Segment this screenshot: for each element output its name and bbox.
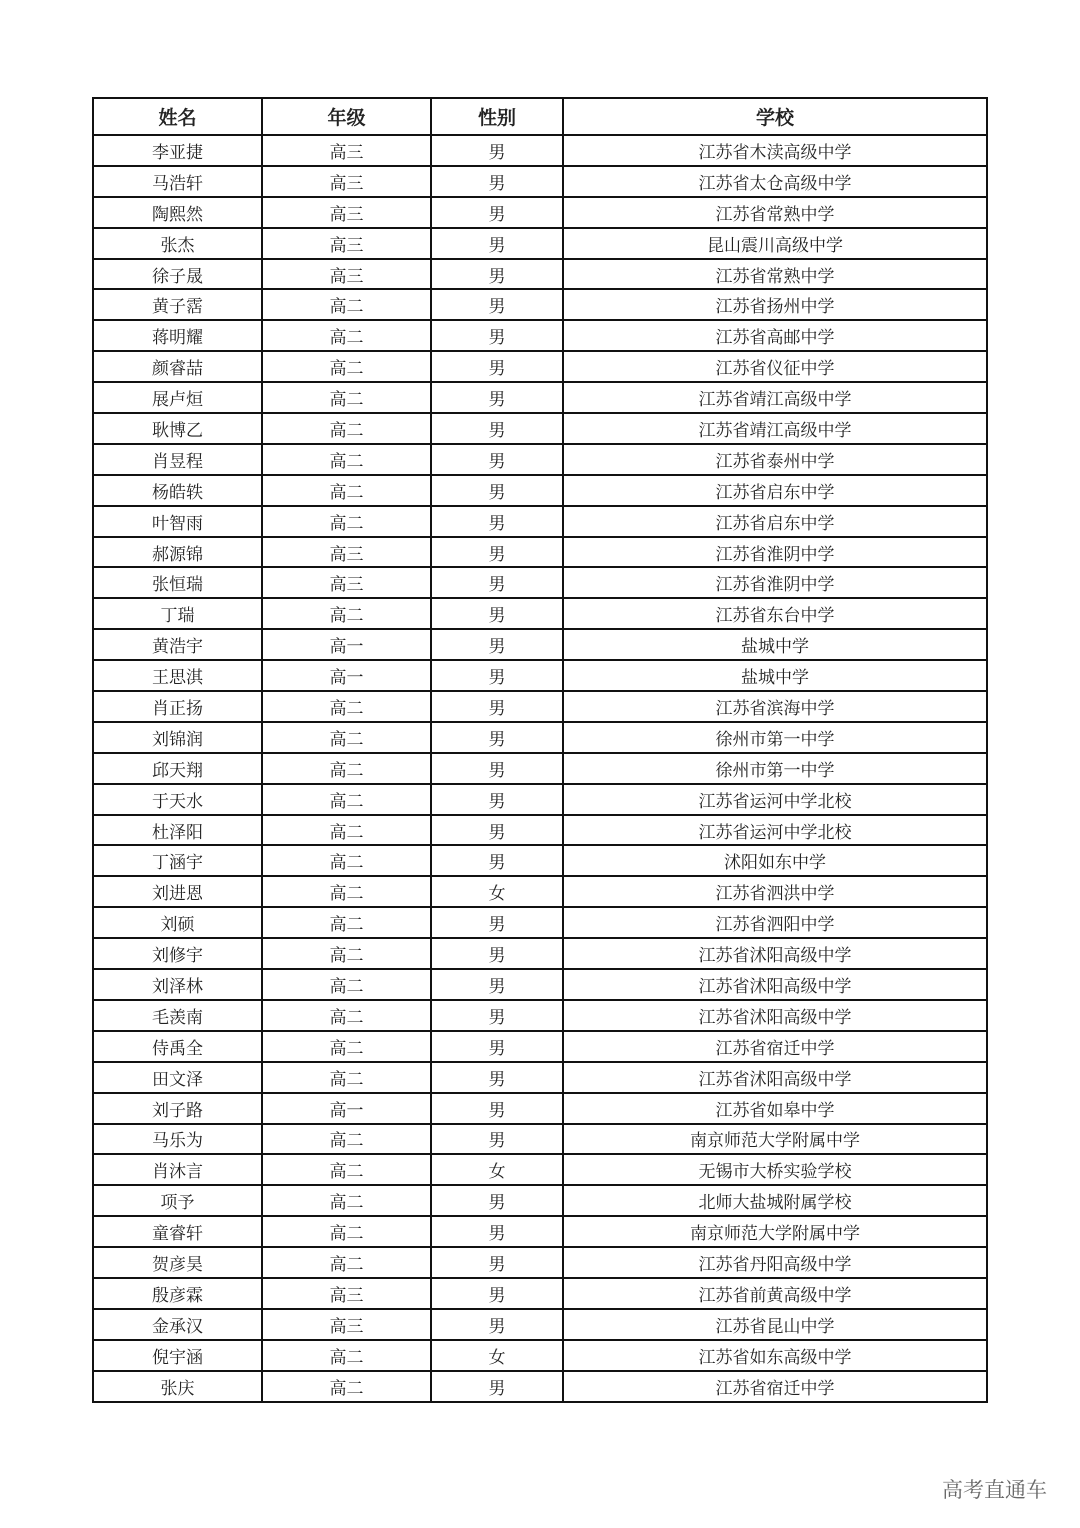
cell-gender: 男 xyxy=(431,135,563,166)
table-row xyxy=(93,567,987,598)
cell-name: 张杰 xyxy=(93,228,262,259)
cell-grade: 高三 xyxy=(262,537,431,568)
cell-name: 肖昱程 xyxy=(93,444,262,475)
table-row xyxy=(93,382,987,413)
cell-name: 侍禹全 xyxy=(93,1031,262,1062)
table-row xyxy=(93,784,987,815)
cell-school: 江苏省启东中学 xyxy=(563,506,987,537)
cell-grade: 高三 xyxy=(262,166,431,197)
cell-gender: 男 xyxy=(431,1031,563,1062)
cell-gender: 男 xyxy=(431,938,563,969)
cell-gender: 男 xyxy=(431,444,563,475)
table-row xyxy=(93,1185,987,1216)
cell-gender: 男 xyxy=(431,1185,563,1216)
cell-school: 江苏省泗阳中学 xyxy=(563,907,987,938)
table-row xyxy=(93,1031,987,1062)
cell-school: 江苏省东台中学 xyxy=(563,598,987,629)
cell-gender: 男 xyxy=(431,598,563,629)
cell-grade: 高二 xyxy=(262,876,431,907)
cell-name: 叶智雨 xyxy=(93,506,262,537)
cell-name: 邱天翔 xyxy=(93,753,262,784)
student-list-table xyxy=(92,97,988,1403)
cell-grade: 高二 xyxy=(262,1216,431,1247)
table-row xyxy=(93,969,987,1000)
cell-school: 江苏省泰州中学 xyxy=(563,444,987,475)
cell-grade: 高三 xyxy=(262,259,431,290)
cell-gender: 男 xyxy=(431,197,563,228)
cell-school: 江苏省如皋中学 xyxy=(563,1093,987,1124)
table-row xyxy=(93,876,987,907)
table-row xyxy=(93,413,987,444)
cell-grade: 高二 xyxy=(262,1031,431,1062)
cell-name: 刘进恩 xyxy=(93,876,262,907)
table-row xyxy=(93,1309,987,1340)
cell-school: 江苏省淮阴中学 xyxy=(563,537,987,568)
table-row xyxy=(93,320,987,351)
cell-school: 徐州市第一中学 xyxy=(563,722,987,753)
cell-name: 项予 xyxy=(93,1185,262,1216)
cell-name: 张庆 xyxy=(93,1371,262,1402)
cell-grade: 高二 xyxy=(262,1185,431,1216)
header-gender: 性别 xyxy=(431,98,563,135)
cell-name: 肖正扬 xyxy=(93,691,262,722)
cell-gender: 男 xyxy=(431,228,563,259)
cell-name: 杜泽阳 xyxy=(93,815,262,846)
table-row xyxy=(93,1124,987,1155)
cell-school: 江苏省常熟中学 xyxy=(563,197,987,228)
cell-grade: 高二 xyxy=(262,1062,431,1093)
cell-gender: 女 xyxy=(431,1154,563,1185)
cell-name: 徐子晟 xyxy=(93,259,262,290)
cell-school: 江苏省宿迁中学 xyxy=(563,1031,987,1062)
header-name: 姓名 xyxy=(93,98,262,135)
table-row xyxy=(93,289,987,320)
cell-gender: 男 xyxy=(431,660,563,691)
cell-gender: 男 xyxy=(431,907,563,938)
cell-grade: 高三 xyxy=(262,197,431,228)
table-row xyxy=(93,1340,987,1371)
cell-school: 昆山震川高级中学 xyxy=(563,228,987,259)
watermark: 高考直通车 xyxy=(942,1478,1047,1502)
cell-school: 南京师范大学附属中学 xyxy=(563,1216,987,1247)
cell-gender: 男 xyxy=(431,784,563,815)
cell-name: 刘锦润 xyxy=(93,722,262,753)
cell-grade: 高三 xyxy=(262,1278,431,1309)
cell-school: 江苏省靖江高级中学 xyxy=(563,413,987,444)
cell-name: 展卢烜 xyxy=(93,382,262,413)
cell-school: 江苏省扬州中学 xyxy=(563,289,987,320)
cell-school: 江苏省太仓高级中学 xyxy=(563,166,987,197)
cell-name: 金承汉 xyxy=(93,1309,262,1340)
table-row xyxy=(93,907,987,938)
cell-gender: 男 xyxy=(431,567,563,598)
cell-gender: 男 xyxy=(431,413,563,444)
table-row xyxy=(93,1062,987,1093)
cell-grade: 高二 xyxy=(262,938,431,969)
cell-gender: 女 xyxy=(431,876,563,907)
cell-gender: 男 xyxy=(431,1000,563,1031)
table-row xyxy=(93,259,987,290)
cell-gender: 男 xyxy=(431,1093,563,1124)
cell-grade: 高二 xyxy=(262,1000,431,1031)
cell-gender: 男 xyxy=(431,1062,563,1093)
cell-gender: 男 xyxy=(431,259,563,290)
cell-school: 江苏省前黄高级中学 xyxy=(563,1278,987,1309)
cell-school: 盐城中学 xyxy=(563,660,987,691)
cell-grade: 高三 xyxy=(262,567,431,598)
cell-grade: 高二 xyxy=(262,1371,431,1402)
cell-grade: 高二 xyxy=(262,753,431,784)
table-row xyxy=(93,1093,987,1124)
cell-name: 陶熙然 xyxy=(93,197,262,228)
cell-gender: 男 xyxy=(431,475,563,506)
cell-school: 江苏省泗洪中学 xyxy=(563,876,987,907)
cell-gender: 男 xyxy=(431,1309,563,1340)
cell-grade: 高二 xyxy=(262,289,431,320)
cell-gender: 男 xyxy=(431,382,563,413)
cell-grade: 高二 xyxy=(262,969,431,1000)
cell-gender: 男 xyxy=(431,722,563,753)
cell-grade: 高二 xyxy=(262,475,431,506)
table-row xyxy=(93,135,987,166)
cell-gender: 男 xyxy=(431,1371,563,1402)
cell-name: 丁瑞 xyxy=(93,598,262,629)
cell-grade: 高二 xyxy=(262,351,431,382)
cell-school: 江苏省运河中学北校 xyxy=(563,784,987,815)
cell-name: 倪宇涵 xyxy=(93,1340,262,1371)
cell-name: 殷彦霖 xyxy=(93,1278,262,1309)
cell-school: 江苏省丹阳高级中学 xyxy=(563,1247,987,1278)
cell-school: 江苏省仪征中学 xyxy=(563,351,987,382)
cell-school: 北师大盐城附属学校 xyxy=(563,1185,987,1216)
cell-school: 无锡市大桥实验学校 xyxy=(563,1154,987,1185)
cell-grade: 高二 xyxy=(262,815,431,846)
table-row xyxy=(93,629,987,660)
cell-gender: 女 xyxy=(431,1340,563,1371)
cell-school: 江苏省高邮中学 xyxy=(563,320,987,351)
table-row xyxy=(93,1154,987,1185)
cell-school: 徐州市第一中学 xyxy=(563,753,987,784)
table-row xyxy=(93,1247,987,1278)
cell-name: 于天水 xyxy=(93,784,262,815)
cell-grade: 高二 xyxy=(262,1340,431,1371)
cell-name: 刘子路 xyxy=(93,1093,262,1124)
cell-gender: 男 xyxy=(431,351,563,382)
table-row xyxy=(93,1278,987,1309)
cell-grade: 高一 xyxy=(262,629,431,660)
cell-school: 盐城中学 xyxy=(563,629,987,660)
cell-school: 江苏省沭阳高级中学 xyxy=(563,969,987,1000)
cell-school: 江苏省启东中学 xyxy=(563,475,987,506)
cell-name: 马乐为 xyxy=(93,1124,262,1155)
cell-grade: 高三 xyxy=(262,135,431,166)
cell-school: 江苏省如东高级中学 xyxy=(563,1340,987,1371)
cell-name: 王思淇 xyxy=(93,660,262,691)
cell-gender: 男 xyxy=(431,1247,563,1278)
cell-grade: 高二 xyxy=(262,444,431,475)
cell-gender: 男 xyxy=(431,166,563,197)
cell-gender: 男 xyxy=(431,1216,563,1247)
cell-grade: 高二 xyxy=(262,1154,431,1185)
cell-grade: 高二 xyxy=(262,845,431,876)
cell-school: 江苏省沭阳高级中学 xyxy=(563,1000,987,1031)
cell-grade: 高二 xyxy=(262,382,431,413)
table-row xyxy=(93,660,987,691)
cell-school: 江苏省沭阳高级中学 xyxy=(563,1062,987,1093)
cell-school: 江苏省淮阴中学 xyxy=(563,567,987,598)
cell-name: 童睿轩 xyxy=(93,1216,262,1247)
cell-school: 江苏省靖江高级中学 xyxy=(563,382,987,413)
table-row xyxy=(93,722,987,753)
cell-grade: 高三 xyxy=(262,228,431,259)
cell-name: 蒋明耀 xyxy=(93,320,262,351)
cell-name: 刘修宇 xyxy=(93,938,262,969)
table-row xyxy=(93,815,987,846)
cell-name: 马浩轩 xyxy=(93,166,262,197)
table-row xyxy=(93,691,987,722)
cell-name: 李亚捷 xyxy=(93,135,262,166)
cell-name: 张恒瑞 xyxy=(93,567,262,598)
cell-grade: 高二 xyxy=(262,413,431,444)
cell-grade: 高二 xyxy=(262,598,431,629)
cell-grade: 高一 xyxy=(262,1093,431,1124)
table-row xyxy=(93,753,987,784)
header-grade: 年级 xyxy=(262,98,431,135)
cell-name: 郝源锦 xyxy=(93,537,262,568)
table-row xyxy=(93,197,987,228)
cell-grade: 高三 xyxy=(262,1309,431,1340)
table-row xyxy=(93,1216,987,1247)
cell-grade: 高二 xyxy=(262,691,431,722)
cell-gender: 男 xyxy=(431,320,563,351)
cell-gender: 男 xyxy=(431,845,563,876)
table-row xyxy=(93,938,987,969)
table-row xyxy=(93,444,987,475)
table-row xyxy=(93,351,987,382)
table-row xyxy=(93,228,987,259)
table-row xyxy=(93,845,987,876)
table-row xyxy=(93,598,987,629)
cell-gender: 男 xyxy=(431,506,563,537)
table-row xyxy=(93,166,987,197)
cell-name: 肖沐言 xyxy=(93,1154,262,1185)
cell-grade: 高二 xyxy=(262,784,431,815)
cell-name: 田文泽 xyxy=(93,1062,262,1093)
table-row xyxy=(93,537,987,568)
cell-grade: 高二 xyxy=(262,506,431,537)
table-row xyxy=(93,1000,987,1031)
cell-gender: 男 xyxy=(431,537,563,568)
cell-grade: 高二 xyxy=(262,722,431,753)
cell-grade: 高一 xyxy=(262,660,431,691)
cell-name: 颜睿喆 xyxy=(93,351,262,382)
table-row xyxy=(93,506,987,537)
cell-name: 杨皓轶 xyxy=(93,475,262,506)
cell-name: 贺彦昊 xyxy=(93,1247,262,1278)
cell-school: 江苏省运河中学北校 xyxy=(563,815,987,846)
cell-name: 丁涵宇 xyxy=(93,845,262,876)
cell-school: 江苏省常熟中学 xyxy=(563,259,987,290)
cell-grade: 高二 xyxy=(262,320,431,351)
cell-school: 江苏省沭阳高级中学 xyxy=(563,938,987,969)
cell-gender: 男 xyxy=(431,815,563,846)
cell-gender: 男 xyxy=(431,1124,563,1155)
table-header-row xyxy=(93,98,987,135)
table-row xyxy=(93,475,987,506)
cell-gender: 男 xyxy=(431,289,563,320)
cell-name: 刘泽林 xyxy=(93,969,262,1000)
cell-name: 黄浩宇 xyxy=(93,629,262,660)
cell-school: 南京师范大学附属中学 xyxy=(563,1124,987,1155)
cell-gender: 男 xyxy=(431,691,563,722)
cell-gender: 男 xyxy=(431,1278,563,1309)
cell-school: 江苏省木渎高级中学 xyxy=(563,135,987,166)
cell-school: 江苏省昆山中学 xyxy=(563,1309,987,1340)
header-school: 学校 xyxy=(563,98,987,135)
cell-gender: 男 xyxy=(431,969,563,1000)
table-row xyxy=(93,1371,987,1402)
cell-gender: 男 xyxy=(431,629,563,660)
cell-school: 江苏省滨海中学 xyxy=(563,691,987,722)
cell-name: 毛羡南 xyxy=(93,1000,262,1031)
cell-gender: 男 xyxy=(431,753,563,784)
cell-name: 耿博乙 xyxy=(93,413,262,444)
cell-grade: 高二 xyxy=(262,1124,431,1155)
cell-grade: 高二 xyxy=(262,1247,431,1278)
cell-school: 沭阳如东中学 xyxy=(563,845,987,876)
cell-school: 江苏省宿迁中学 xyxy=(563,1371,987,1402)
cell-grade: 高二 xyxy=(262,907,431,938)
cell-name: 黄子霑 xyxy=(93,289,262,320)
cell-name: 刘硕 xyxy=(93,907,262,938)
